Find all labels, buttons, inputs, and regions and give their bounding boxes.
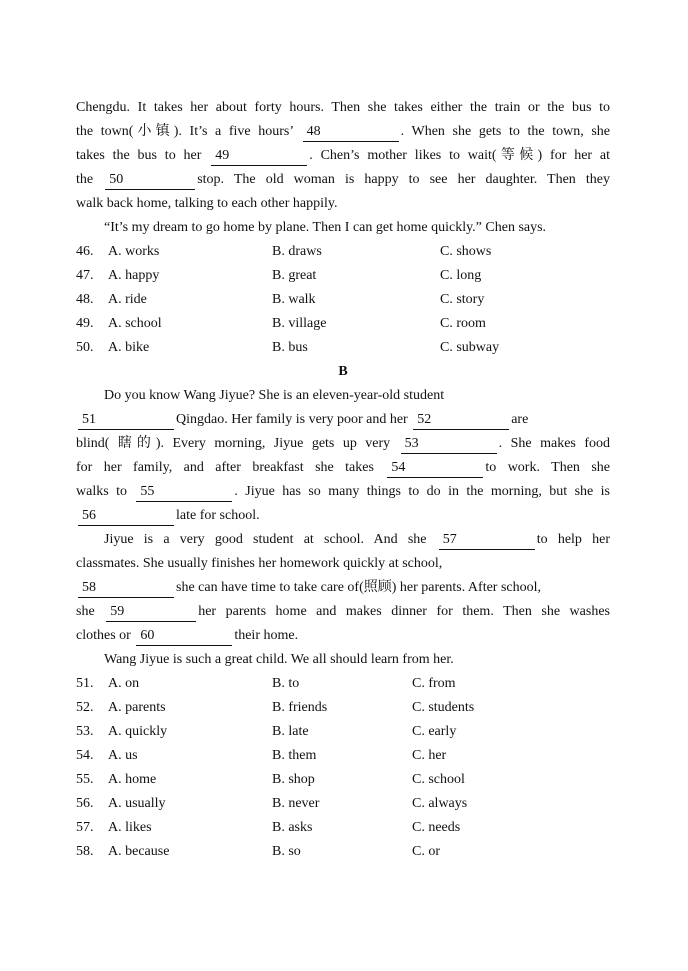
option-a: A. bike: [108, 340, 150, 355]
option-a: A. us: [108, 748, 138, 763]
passage-line: 58 she can have time to take care of(照顾) her parents. After school,: [76, 576, 610, 600]
passage-line: Jiyue is a very good student at school. And she 57 to help her: [76, 528, 610, 552]
passage-line: she 59 her parents home and makes dinner for them. Then she washes: [76, 600, 610, 624]
passage-line: walk back home, talking to each other happily.: [76, 196, 338, 211]
passage-line: “It’s my dream to go home by plane. Then I can get home quickly.” Chen says.: [104, 220, 547, 235]
option-b: B. never: [272, 796, 320, 811]
option-c: C. subway: [440, 340, 500, 355]
option-b: B. great: [272, 268, 317, 283]
option-a: A. usually: [108, 796, 166, 811]
option-b: B. village: [272, 316, 327, 331]
passage-a: [76, 96, 610, 240]
blank-52: 52: [413, 411, 509, 430]
passage-line: walks to 55 . Jiyue has so many things to do in the morning, but she is: [76, 480, 610, 504]
option-b: B. late: [272, 724, 309, 739]
option-c: C. long: [440, 268, 482, 283]
passage-line: the town(小镇). It’s a five hours’ 48 . When she gets to the town, she: [76, 120, 610, 144]
questions-a: [76, 240, 610, 360]
option-c: C. students: [412, 700, 475, 715]
passage-line: takes the bus to her 49 . Chen’s mother likes to wait(等候) for her at: [76, 144, 610, 168]
question-row: 48. A. ride B. walk C. story: [76, 288, 610, 312]
question-row: 58. A. because B. so C. or: [76, 840, 610, 864]
passage-line: blind( 瞎的). Every morning, Jiyue gets up very 53 . She makes food: [76, 432, 610, 456]
passage-line: 56 late for school.: [76, 504, 610, 528]
option-c: C. from: [412, 676, 456, 691]
option-a: A. home: [108, 772, 157, 787]
option-c: C. her: [412, 748, 447, 763]
option-a: A. ride: [108, 292, 147, 307]
option-b: B. friends: [272, 700, 328, 715]
option-c: C. needs: [412, 820, 461, 835]
option-b: B. bus: [272, 340, 308, 355]
passage-line: clothes or 60 their home.: [76, 624, 610, 648]
option-a: A. school: [108, 316, 162, 331]
question-row: 51. A. on B. to C. from: [76, 672, 610, 696]
option-a: A. quickly: [108, 724, 168, 739]
blank-55: 55: [136, 483, 232, 502]
option-b: B. them: [272, 748, 317, 763]
option-b: B. asks: [272, 820, 313, 835]
passage-line: 51 Qingdao. Her family is very poor and her 52 are: [76, 408, 610, 432]
blank-49: 49: [211, 147, 307, 166]
blank-60: 60: [136, 627, 232, 646]
passage-b: [76, 384, 610, 672]
question-row: 52. A. parents B. friends C. students: [76, 696, 610, 720]
option-b: B. to: [272, 676, 300, 691]
question-row: 57. A. likes B. asks C. needs: [76, 816, 610, 840]
question-row: 49. A. school B. village C. room: [76, 312, 610, 336]
question-row: 56. A. usually B. never C. always: [76, 792, 610, 816]
option-b: B. so: [272, 844, 301, 859]
option-c: C. school: [412, 772, 465, 787]
blank-50: 50: [105, 171, 195, 190]
blank-48: 48: [303, 123, 399, 142]
option-a: A. likes: [108, 820, 152, 835]
question-row: 47. A. happy B. great C. long: [76, 264, 610, 288]
option-a: A. parents: [108, 700, 166, 715]
questions-b: [76, 672, 610, 864]
passage-line: for her family, and after breakfast she takes 54 to work. Then she: [76, 456, 610, 480]
question-row: 50. A. bike B. bus C. subway: [76, 336, 610, 360]
option-a: A. because: [108, 844, 170, 859]
blank-59: 59: [106, 603, 196, 622]
option-c: C. shows: [440, 244, 492, 259]
question-row: 54. A. us B. them C. her: [76, 744, 610, 768]
option-b: B. shop: [272, 772, 315, 787]
option-a: A. happy: [108, 268, 160, 283]
blank-54: 54: [387, 459, 483, 478]
passage-line: the 50 stop. The old woman is happy to see her daughter. Then they: [76, 168, 610, 192]
blank-57: 57: [439, 531, 535, 550]
document-page: [76, 96, 610, 864]
question-row: 55. A. home B. shop C. school: [76, 768, 610, 792]
option-b: B. walk: [272, 292, 316, 307]
question-row: 46. A. works B. draws C. shows: [76, 240, 610, 264]
option-b: B. draws: [272, 244, 322, 259]
passage-line: classmates. She usually finishes her homework quickly at school,: [76, 556, 443, 571]
passage-line: Wang Jiyue is such a great child. We all should learn from her.: [104, 652, 454, 667]
passage-line: Do you know Wang Jiyue? She is an eleven-year-old student: [104, 388, 445, 403]
question-row: 53. A. quickly B. late C. early: [76, 720, 610, 744]
blank-51: 51: [78, 411, 174, 430]
option-c: C. always: [412, 796, 468, 811]
option-c: C. or: [412, 844, 440, 859]
option-c: C. early: [412, 724, 457, 739]
blank-53: 53: [401, 435, 497, 454]
option-c: C. story: [440, 292, 485, 307]
blank-58: 58: [78, 579, 174, 598]
option-c: C. room: [440, 316, 486, 331]
option-a: A. works: [108, 244, 160, 259]
blank-56: 56: [78, 507, 174, 526]
option-a: A. on: [108, 676, 140, 691]
passage-line: Chengdu. It takes her about forty hours. Then she takes either the train or the bus to: [76, 100, 610, 115]
section-title: B: [338, 364, 348, 379]
